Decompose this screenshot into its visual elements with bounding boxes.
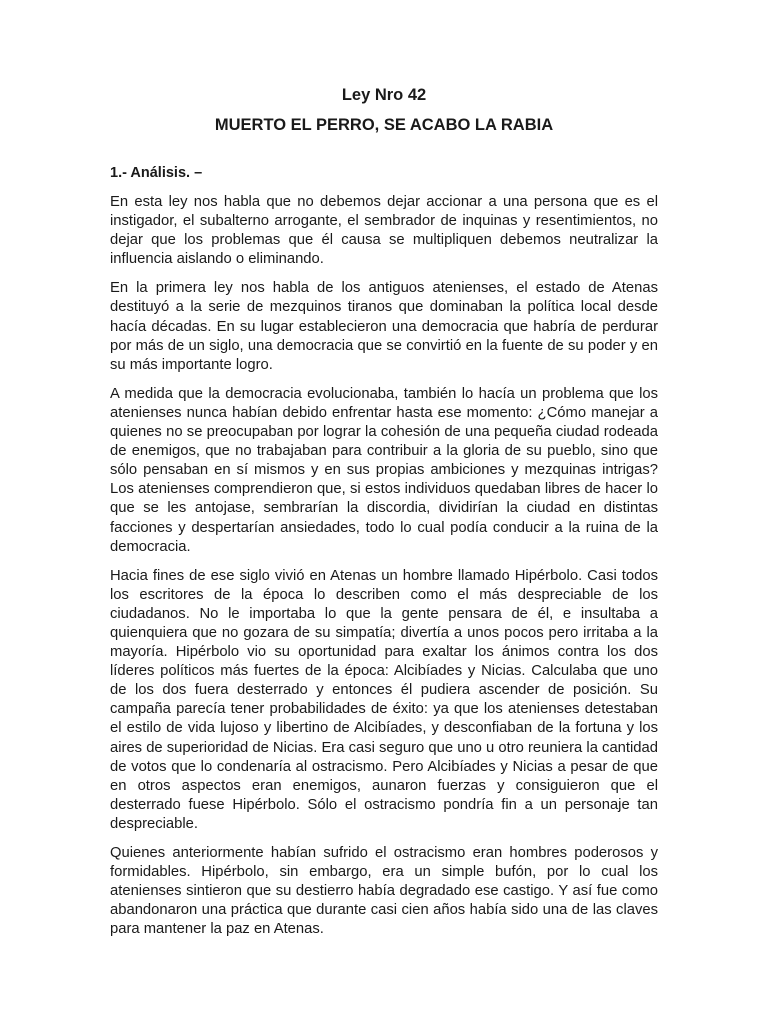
document-subtitle: MUERTO EL PERRO, SE ACABO LA RABIA (214, 116, 554, 134)
document-page (110, 84, 658, 949)
paragraph-2: En la primera ley nos habla de los antiguos atenienses, el estado de Atenas destituyó a la serie de mezquinos tiranos que dominaban la política local desde hacía décadas. En su lugar establecieron una democracia que habría de perdurar por más de un siglo, una democracia que se convirtió en la fuente de su poder y en su más importante logro. (110, 280, 658, 373)
paragraph-1: En esta ley nos habla que no debemos dejar accionar a una persona que es el instigador, el subalterno arrogante, el sembrador de inquinas y resentimientos, no dejar que los problemas que él causa se multipliquen debemos neutralizar la influencia aislando o eliminando. (110, 194, 658, 268)
section-heading: 1.- Análisis. – (110, 165, 203, 181)
paragraph-3: A medida que la democracia evolucionaba, también lo hacía un problema que los atenienses nunca habían debido enfrentar hasta ese momento: ¿Cómo manejar a quienes no se preocupaban por lograr la cohesión de una pequeña ciudad rodeada de enemigos, que no trabajaban para contribuir a la gloria de su pueblo, sino que sólo pensaban en sí mismos y en sus propias ambiciones y mezquinas intrigas? Los atenienses comprendieron que, si estos individuos quedaban libres de hacer lo que se les antojase, sembrarían la discordia, dividirían la ciudad en distintas facciones y despertarían ansiedades, todo lo cual podía conducir a la ruina de la democracia. (110, 385, 658, 555)
document-title: Ley Nro 42 (341, 86, 427, 104)
paragraph-4: Hacia fines de ese siglo vivió en Atenas un hombre llamado Hipérbolo. Casi todos los escritores de la época lo describen como el más despreciable de los ciudadanos. No le importaba lo que la gente pensara de él, e insultaba a quienquiera que no gozara de su simpatía; divertía a unos pocos pero irritaba a la mayoría. Hipérbolo vio su oportunidad para exaltar los ánimos contra los dos líderes políticos más fuertes de la época: Alcibíades y Nicias. Calculaba que uno de los dos fuera desterrado y entonces él pudiera ascender de posición. Su campaña parecía tener probabilidades de éxito: ya que los atenienses detestaban el estilo de vida lujoso y libertino de Alcibíades, y desconfiaban de la fortuna y los aires de superioridad de Nicias. Era casi seguro que uno u otro reuniera la cantidad de votos que lo condenaría al ostracismo. Pero Alcibíades y Nicias a pesar de que en otros aspectos eran enemigos, aunaron fuerzas y consiguieron que el desterrado fuese Hipérbolo. Sólo el ostracismo pondría fin a un personaje tan despreciable. (110, 567, 658, 832)
paragraph-5: Quienes anteriormente habían sufrido el ostracismo eran hombres poderosos y formidables. Hipérbolo, sin embargo, era un simple bufón, por lo cual los atenienses sintieron que su destierro había degradado ese castigo. Y así fue como abandonaron una práctica que durante casi cien años había sido una de las claves para mantener la paz en Atenas. (110, 845, 658, 938)
